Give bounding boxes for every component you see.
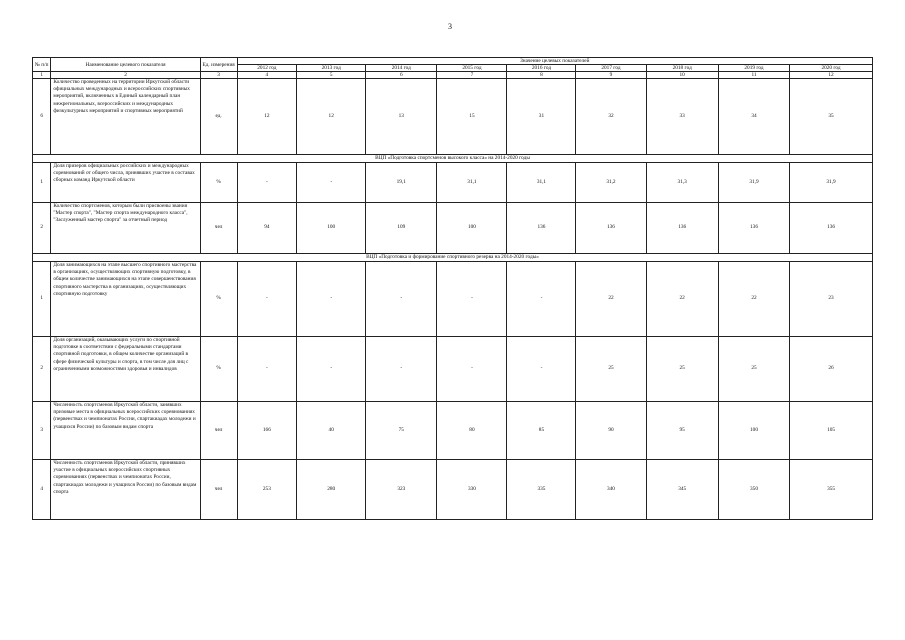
indicator-value: 12 [237,79,297,155]
indicator-value: 31 [507,79,576,155]
indicator-value: - [507,262,576,337]
header-year: 2020 год [790,65,873,72]
section-row [33,254,873,262]
indicator-unit: % [200,163,237,203]
indicator-value: 100 [437,203,507,254]
header-name: Наименование целевого показателя [51,58,200,72]
indicator-value: 136 [576,203,646,254]
table-row [33,203,873,254]
indicator-value: 40 [297,402,366,460]
column-number: 11 [718,72,789,79]
indicator-value: 90 [576,402,646,460]
column-number: 7 [437,72,507,79]
column-number: 10 [646,72,718,79]
column-number: 1 [33,72,51,79]
indicator-value: 350 [718,460,789,520]
indicator-value: - [297,163,366,203]
indicator-value: 136 [718,203,789,254]
column-number: 5 [297,72,366,79]
header-year: 2016 год [507,65,576,72]
indicator-name: Доля занимающихся на этапе высшего спортивного мастерства в организациях, осуществляющих спортивную подготовку, в общем количестве занимающихся на этапе совершенствования спортивного мастерства в организациях, осуществляющих спортивную подготовку [51,262,200,337]
header-year: 2019 год [718,65,789,72]
indicator-value: 280 [297,460,366,520]
indicator-name: Доля организаций, оказывающих услуги по спортивной подготовке в соответствии с федеральными стандартами спортивной подготовки, в общем количестве организаций в сфере физической культуры и спорта, в том числе для лиц с ограниченными возможностями здоровья и инвалидов [51,337,200,402]
indicator-value: 22 [576,262,646,337]
column-numbers-row [33,72,873,79]
indicator-value: 136 [646,203,718,254]
table-row [33,262,873,337]
indicator-value: 12 [297,79,366,155]
table-row [33,79,873,155]
header-year: 2017 год [576,65,646,72]
indicator-value: 94 [237,203,297,254]
column-number: 3 [200,72,237,79]
indicator-value: 323 [366,460,437,520]
indicator-value: 330 [437,460,507,520]
indicator-name: Численность спортсменов Иркутской области, принявших участие в официальных всероссийских спортивных соревнованиях (первенствах и чемпионатах России, спартакиадах молодежи и учащихся России) по базовым видам спорта [51,460,200,520]
indicator-value: 345 [646,460,718,520]
indicator-value: - [507,337,576,402]
header-year: 2013 год [297,65,366,72]
header-year: 2014 год [366,65,437,72]
indicator-unit: % [200,337,237,402]
indicator-value: 25 [646,337,718,402]
indicator-name: Количество спортсменов, которым были присвоены звания "Мастер спорта", "Мастер спорта международного класса", "Заслуженный мастер спорта" за отчетный период [51,203,200,254]
indicator-value: - [437,262,507,337]
row-number: 2 [33,337,51,402]
indicator-value: 31,9 [718,163,789,203]
indicator-unit: ед. [200,79,237,155]
table-row [33,163,873,203]
header-year: 2018 год [646,65,718,72]
indicator-unit: чел [200,203,237,254]
indicator-value: 35 [790,79,873,155]
indicator-value: 23 [790,262,873,337]
indicator-name: Доля призеров официальных российских и международных соревнований от общего числа, принявших участие в составах сборных команд Иркутской области [51,163,200,203]
indicator-value: 100 [297,203,366,254]
section-row [33,155,873,163]
indicator-unit: % [200,262,237,337]
column-number: 9 [576,72,646,79]
row-number: 2 [33,203,51,254]
table-row [33,337,873,402]
column-number: 8 [507,72,576,79]
indicator-value: 25 [718,337,789,402]
target-indicators-table [32,57,873,520]
indicator-unit: чел [200,460,237,520]
column-number: 12 [790,72,873,79]
indicator-value: 355 [790,460,873,520]
indicator-name: Количество проведенных на территории Иркутской области официальных международных и всероссийских спортивных мероприятий, включенных в Единый календарный план межрегиональных, всероссийских и международных физкультурных мероприятий и спортивных мероприятий [51,79,200,155]
header-year: 2015 год [437,65,507,72]
indicator-value: 25 [576,337,646,402]
indicator-value: 32 [576,79,646,155]
page-number: 3 [448,22,452,31]
indicator-value: 253 [237,460,297,520]
indicator-value: 136 [790,203,873,254]
indicator-value: 340 [576,460,646,520]
indicator-value: - [237,337,297,402]
row-number: 3 [33,402,51,460]
row-number: 4 [33,460,51,520]
indicator-value: 22 [646,262,718,337]
column-number: 6 [366,72,437,79]
indicator-value: 31,1 [507,163,576,203]
indicator-value: 85 [507,402,576,460]
indicator-value: 335 [507,460,576,520]
indicator-value: 109 [366,203,437,254]
indicator-value: - [366,262,437,337]
indicator-value: - [437,337,507,402]
header-row [33,58,873,65]
indicator-value: 105 [790,402,873,460]
indicator-value: - [237,163,297,203]
row-number: 1 [33,262,51,337]
indicator-value: 33 [646,79,718,155]
table-row [33,460,873,520]
header-num: № п/п [33,58,51,72]
indicator-value: - [297,337,366,402]
row-number: 6 [33,79,51,155]
header-values: Значение целевых показателей [237,58,873,65]
indicator-value: - [366,337,437,402]
indicator-value: 26 [790,337,873,402]
indicator-value: 22 [718,262,789,337]
indicator-value: - [237,262,297,337]
indicator-value: 75 [366,402,437,460]
column-number: 4 [237,72,297,79]
indicator-value: 31,2 [576,163,646,203]
indicator-value: 13 [366,79,437,155]
row-number: 1 [33,163,51,203]
indicator-unit: чел [200,402,237,460]
column-number: 2 [51,72,200,79]
section-title: ВЦП «Подготовка спортсменов высокого класса» на 2014-2020 годы [33,155,873,163]
table-row [33,402,873,460]
indicator-value: 34 [718,79,789,155]
indicator-value: 136 [507,203,576,254]
indicator-value: 166 [237,402,297,460]
indicator-value: 15 [437,79,507,155]
section-title: ВЦП «Подготовка и формирование спортивного резерва на 2014-2020 годы» [33,254,873,262]
indicator-value: 100 [718,402,789,460]
header-unit: Ед. измерения [200,58,237,72]
indicator-value: 95 [646,402,718,460]
header-year: 2012 год [237,65,297,72]
indicator-name: Численность спортсменов Иркутской области, занявших призовые места в официальных всероссийских соревнованиях (первенствах и чемпионатах России, спартакиадах молодежи и учащихся России) по базовым видам спорта [51,402,200,460]
indicator-value: 31,9 [790,163,873,203]
indicator-value: - [297,262,366,337]
indicator-value: 31,3 [646,163,718,203]
indicator-value: 19,1 [366,163,437,203]
indicator-value: 31,1 [437,163,507,203]
indicator-value: 80 [437,402,507,460]
